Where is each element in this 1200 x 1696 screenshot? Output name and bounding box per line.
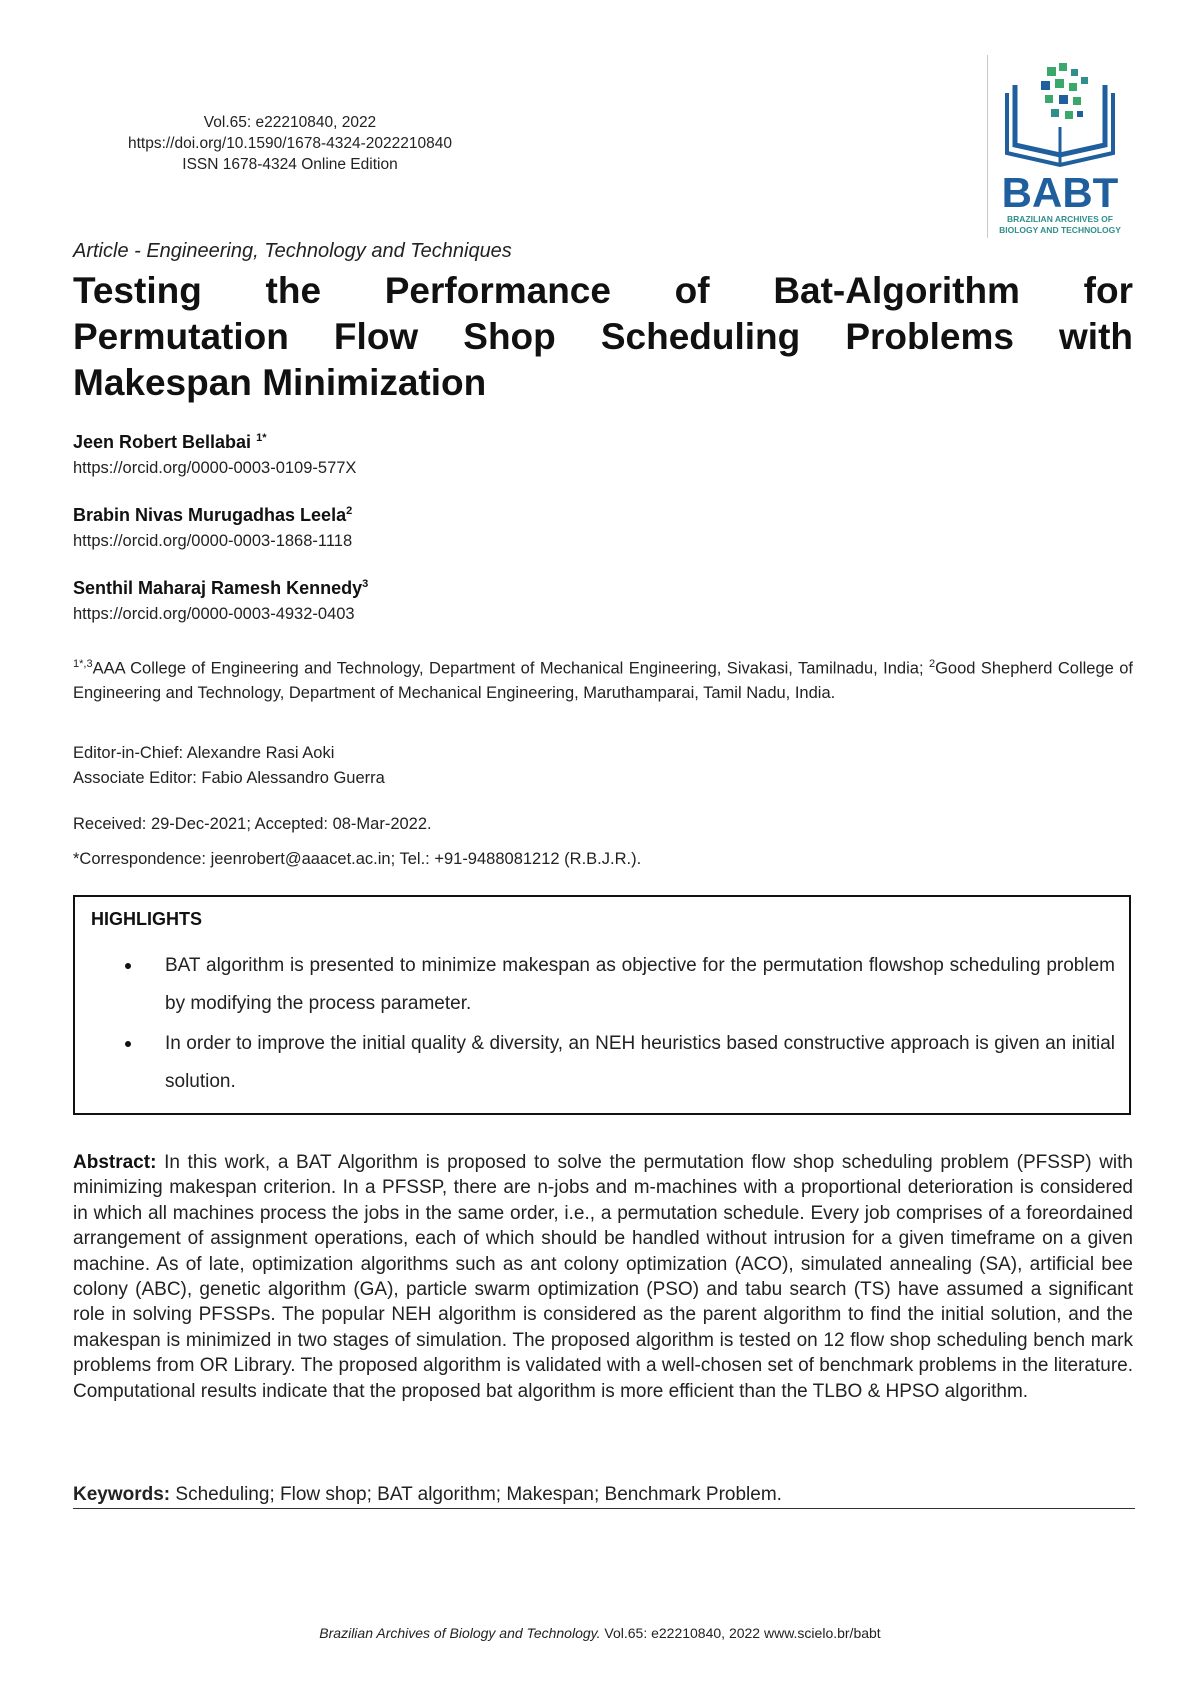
author-name xyxy=(73,505,352,526)
title-line: Permutation Flow Shop Scheduling Problems with xyxy=(73,316,1133,357)
affiliation-superscript: 1*,3 xyxy=(73,658,93,670)
keywords-text: Scheduling; Flow shop; BAT algorithm; Makespan; Benchmark Problem. xyxy=(175,1484,782,1505)
issn-line: ISSN 1678-4324 Online Edition xyxy=(182,156,398,173)
keywords-label: Keywords: xyxy=(73,1484,171,1505)
highlight-item xyxy=(125,1025,1115,1101)
highlight-item xyxy=(125,947,1115,1023)
correspondence: *Correspondence: jeenrobert@aaacet.ac.in; Tel.: +91-9488081212 (R.B.J.R.). xyxy=(73,850,642,868)
orcid-link[interactable]: https://orcid.org/0000-0003-4932-0403 xyxy=(73,605,355,623)
title-line: Makespan Minimization xyxy=(73,362,487,403)
highlights-box xyxy=(73,895,1131,1115)
affiliation-text: AAA College of Engineering and Technology, Department of Mechanical Engineering, Sivakasi, Tamilnadu, India; xyxy=(92,659,924,678)
highlight-text: BAT algorithm is presented to minimize makespan as objective for the permutation flowshop scheduling problem by modifying the process parameter. xyxy=(165,955,1115,1014)
babt-logo xyxy=(985,55,1135,240)
bullet-icon xyxy=(125,963,131,969)
logo-tagline-1: BRAZILIAN ARCHIVES OF xyxy=(1007,214,1113,224)
doi-link[interactable]: https://doi.org/10.1590/1678-4324-2022210840 xyxy=(127,135,453,152)
article-title xyxy=(73,268,1133,406)
abstract-label: Abstract: xyxy=(73,1152,157,1173)
logo-tagline-2: BIOLOGY AND TECHNOLOGY xyxy=(999,225,1121,235)
author-superscript: 1* xyxy=(256,432,267,444)
highlights-title: HIGHLIGHTS xyxy=(91,909,202,929)
orcid-link[interactable]: https://orcid.org/0000-0003-0109-577X xyxy=(73,459,357,477)
affiliation-superscript: 2 xyxy=(928,658,936,670)
affiliation-text: Good Shepherd College of Engineering and Technology, Department of Mechanical Engineering, Maruthamparai, Tamil Nadu, India. xyxy=(73,659,1133,702)
title-line: Testing the Performance of Bat-Algorithm for xyxy=(73,270,1133,311)
author-superscript: 2 xyxy=(346,505,353,517)
author-name xyxy=(73,578,368,599)
bullet-icon xyxy=(125,1041,131,1047)
keywords xyxy=(73,1484,1133,1506)
abstract xyxy=(73,1150,1133,1404)
received-accepted-dates: Received: 29-Dec-2021; Accepted: 08-Mar-2022. xyxy=(73,815,432,833)
author-name xyxy=(73,432,266,453)
author-name-text: Senthil Maharaj Ramesh Kennedy xyxy=(73,578,363,598)
affiliation xyxy=(73,652,1133,705)
highlight-text: In order to improve the initial quality & diversity, an NEH heuristics based constructive approach is given an initial solution. xyxy=(165,1033,1115,1092)
footer-journal: Brazilian Archives of Biology and Technology. xyxy=(319,1625,601,1641)
footer-details: Vol.65: e22210840, 2022 www.scielo.br/babt xyxy=(604,1625,881,1641)
page-footer xyxy=(0,1625,1200,1641)
associate-editor: Associate Editor: Fabio Alessandro Guerra xyxy=(73,769,385,787)
author-superscript: 3 xyxy=(362,578,369,590)
volume-line: Vol.65: e22210840, 2022 xyxy=(203,114,377,131)
highlights-list xyxy=(125,947,1115,1103)
logo-wordmark: BABT xyxy=(1001,169,1119,216)
orcid-link[interactable]: https://orcid.org/0000-0003-1868-1118 xyxy=(73,532,353,550)
keywords-divider xyxy=(73,1508,1135,1509)
babt-logo-graphic xyxy=(985,55,1135,240)
abstract-text: In this work, a BAT Algorithm is proposed to solve the permutation flow shop scheduling problem (PFSSP) with minimizing makespan criterion. In a PFSSP, there are n-jobs and m-machines with a proportional deterioration is considered in which all machines process the jobs in the same order, i.e., a permutation schedule. Every job comprises of a foreordained arrangement of assignment operations, each of which should be handled without intrusion for a given timeframe on a given machine. As of late, optimization algorithms such as ant colony optimization (ACO), simulated annealing (SA), artificial bee colony (ABC), genetic algorithm (GA), particle swarm optimization (PSO) and tabu search (TS) have assumed a significant role in solving PFSSPs. The popular NEH algorithm is considered as the parent algorithm to find the initial solution, and the makespan is minimized in two stages of simulation. The proposed algorithm is tested on 12 flow shop scheduling bench mark problems from OR Library. The proposed algorithm is validated with a well-chosen set of benchmark problems in the literature. Computational results indicate that the proposed bat algorithm is more efficient than the TLBO & HPSO algorithm. xyxy=(73,1152,1134,1402)
author-name-text: Jeen Robert Bellabai xyxy=(73,432,252,452)
article-section-label: Article - Engineering, Technology and Techniques xyxy=(73,240,512,262)
author-name-text: Brabin Nivas Murugadhas Leela xyxy=(73,505,347,525)
editor-in-chief: Editor-in-Chief: Alexandre Rasi Aoki xyxy=(73,744,335,762)
journal-header xyxy=(90,112,490,175)
affiliations xyxy=(73,652,1133,705)
